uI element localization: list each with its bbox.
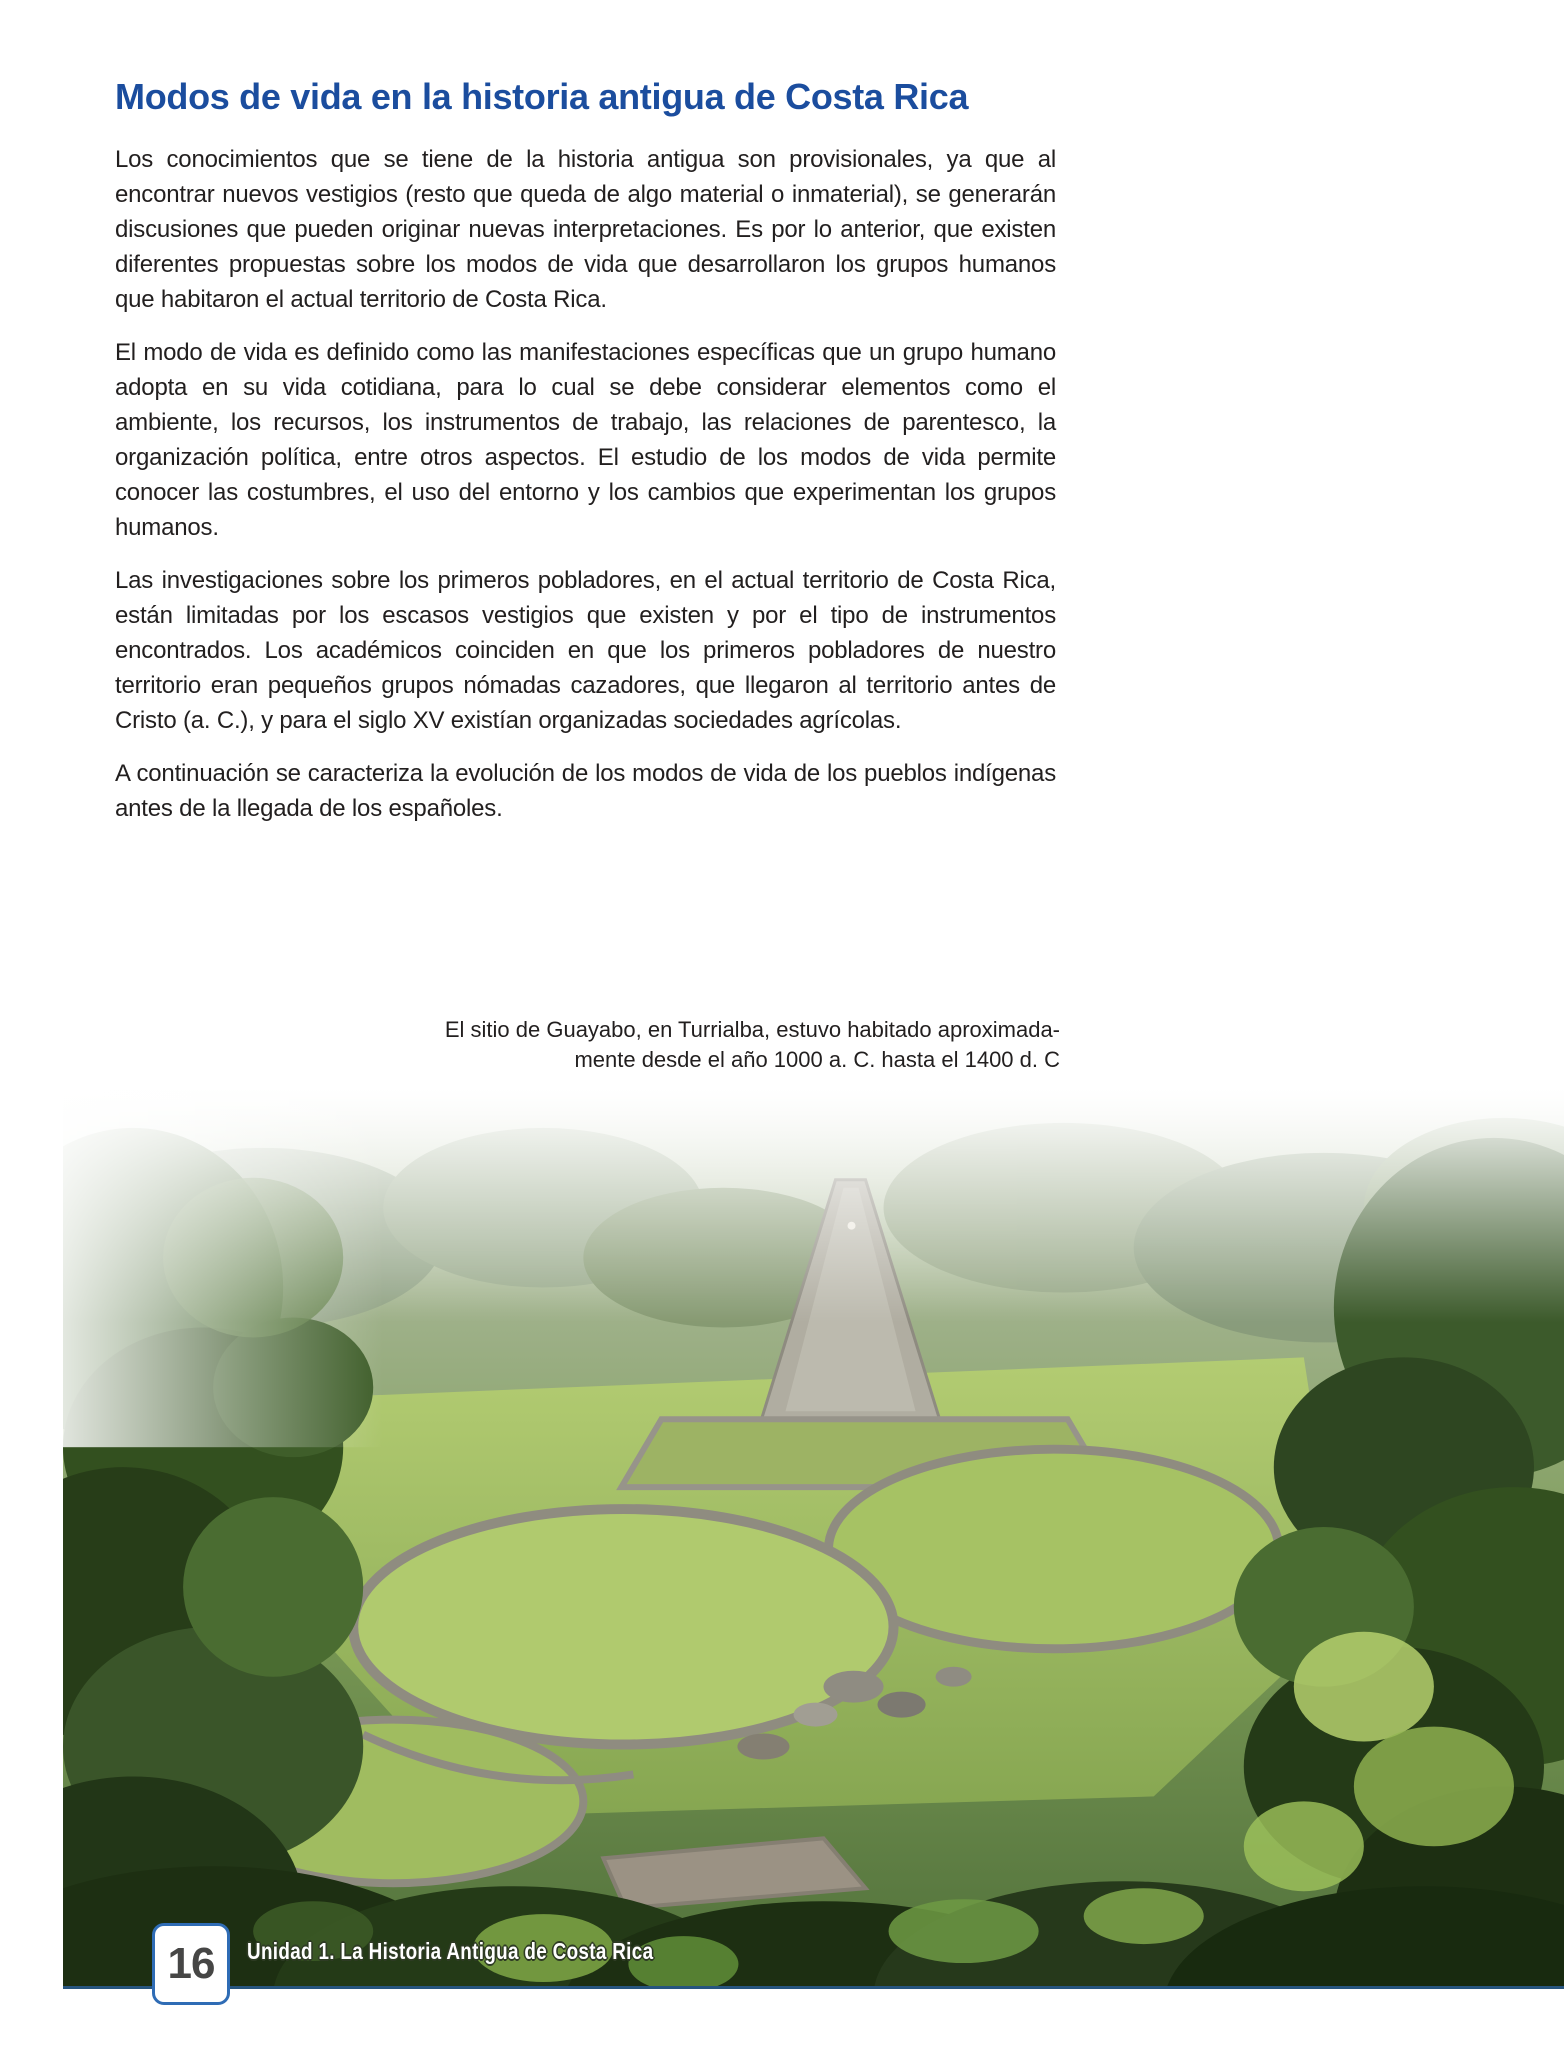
- guayabo-aerial-photo: [63, 1088, 1564, 1989]
- page-number-box: [152, 1923, 230, 2005]
- paragraph-1: Los conocimientos que se tiene de la historia antigua son provisionales, ya que al encontrar nuevos vestigios (resto que queda de algo material o inmaterial), se generarán discusiones que pueden originar nuevas interpretaciones. Es por lo anterior, que existen diferentes propuestas sobre los modos de vida que desarrollaron los grupos humanos que habitaron el actual territorio de Costa Rica.: [115, 146, 1056, 313]
- page-title: Modos de vida en la historia antigua de Costa Rica: [115, 76, 969, 117]
- guayabo-photo-illustration: [63, 1088, 1564, 1986]
- page-number: 16: [167, 1939, 215, 1988]
- photo-caption-line-2: mente desde el año 1000 a. C. hasta el 1400 d. C: [574, 1047, 1060, 1072]
- paragraph-2: El modo de vida es definido como las manifestaciones específicas que un grupo humano adopta en su vida cotidiana, para lo cual se debe considerar elementos como el ambiente, los recursos, los instrumentos de trabajo, las relaciones de parentesco, la organización política, entre otros aspectos. El estudio de los modos de vida permite conocer las costumbres, el uso del entorno y los cambios que experimentan los grupos humanos.: [115, 339, 1056, 541]
- photo-caption-line-1: El sitio de Guayabo, en Turrialba, estuvo habitado aproximada-: [444, 1017, 1060, 1042]
- paragraph-3: Las investigaciones sobre los primeros pobladores, en el actual territorio de Costa Rica, están limitadas por los escasos vestigios que existen y por el tipo de instrumentos encontrados. Los académicos coinciden en que los primeros pobladores de nuestro territorio eran pequeños grupos nómadas cazadores, que llegaron al territorio antes de Cristo (a. C.), y para el siglo XV existían organizadas sociedades agrícolas.: [115, 567, 1056, 734]
- paragraph-4: A continuación se caracteriza la evolución de los modos de vida de los pueblos indígenas antes de la llegada de los españoles.: [115, 760, 1056, 822]
- page-content: [115, 76, 1056, 844]
- unit-title: Unidad 1. La Historia Antigua de Costa Rica: [247, 1938, 654, 1964]
- photo-caption: [115, 1015, 1060, 1075]
